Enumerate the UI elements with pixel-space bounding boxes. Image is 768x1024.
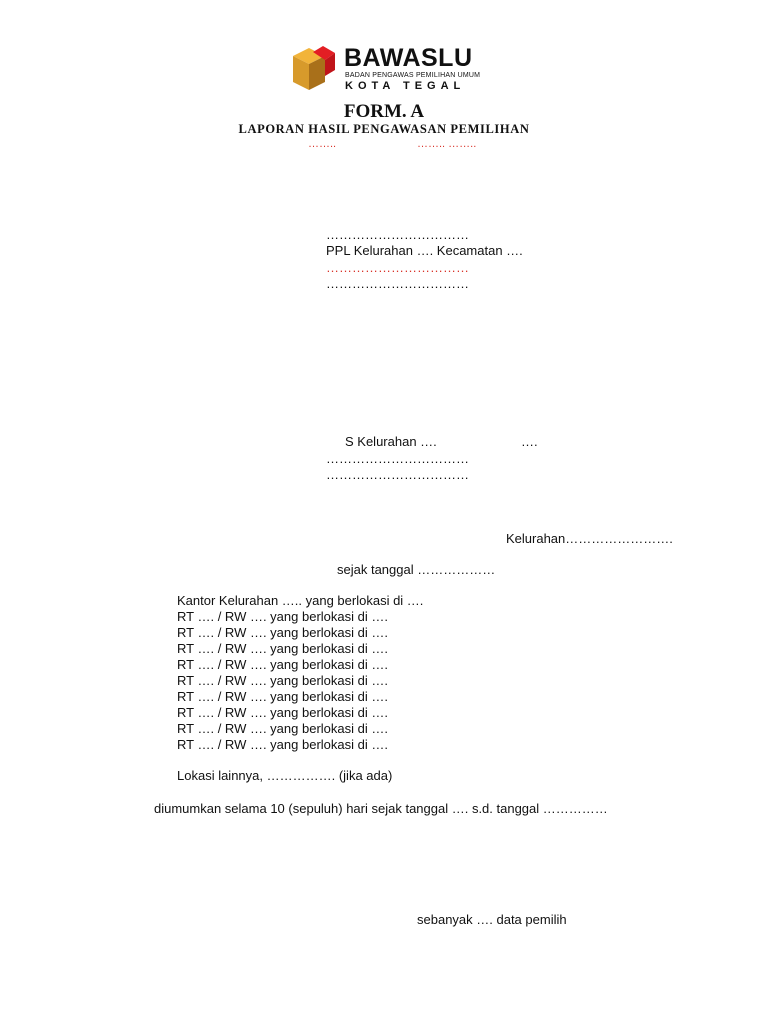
location-line: RT …. / RW …. yang berlokasi di …. bbox=[177, 721, 388, 736]
sender-line-1: S Kelurahan …. bbox=[345, 434, 437, 449]
brand-name: BAWASLU bbox=[344, 44, 473, 72]
sender-line-2: …………………………… bbox=[326, 451, 469, 466]
recipient-line-2: PPL Kelurahan …. Kecamatan …. bbox=[326, 243, 523, 258]
location-line: RT …. / RW …. yang berlokasi di …. bbox=[177, 609, 388, 624]
subtitle-dots-right: …….. …….. bbox=[417, 138, 477, 150]
location-line: RT …. / RW …. yang berlokasi di …. bbox=[177, 705, 388, 720]
lokasi-lainnya-line: Lokasi lainnya, ……………. (jika ada) bbox=[177, 768, 393, 783]
brand-city: KOTA TEGAL bbox=[345, 80, 466, 92]
location-line: RT …. / RW …. yang berlokasi di …. bbox=[177, 689, 388, 704]
sender-line-3: …………………………… bbox=[326, 467, 469, 482]
sebanyak-line: sebanyak …. data pemilih bbox=[417, 912, 567, 927]
location-line: RT …. / RW …. yang berlokasi di …. bbox=[177, 657, 388, 672]
diumumkan-line: diumumkan selama 10 (sepuluh) hari sejak tanggal …. s.d. tanggal …………… bbox=[154, 801, 608, 816]
form-title: FORM. A bbox=[343, 101, 425, 122]
location-line: RT …. / RW …. yang berlokasi di …. bbox=[177, 625, 388, 640]
location-line: RT …. / RW …. yang berlokasi di …. bbox=[177, 641, 388, 656]
recipient-line-4: …………………………… bbox=[326, 276, 469, 291]
location-line: Kantor Kelurahan ….. yang berlokasi di …. bbox=[177, 593, 424, 608]
sender-line-1-right: …. bbox=[521, 434, 538, 449]
sejak-tanggal-line: sejak tanggal ……………… bbox=[337, 562, 496, 577]
location-line: RT …. / RW …. yang berlokasi di …. bbox=[177, 737, 388, 752]
brand-subtitle: BADAN PENGAWAS PEMILIHAN UMUM bbox=[345, 72, 481, 79]
recipient-line-3: …………………………… bbox=[326, 260, 469, 275]
subtitle-dots-left: …….. bbox=[308, 138, 337, 150]
kelurahan-line: Kelurahan……………………. bbox=[506, 531, 673, 546]
form-subtitle: LAPORAN HASIL PENGAWASAN PEMILIHAN bbox=[238, 122, 530, 136]
bawaslu-logo-icon bbox=[291, 44, 339, 94]
recipient-line-1: …………………………… bbox=[326, 227, 469, 242]
location-line: RT …. / RW …. yang berlokasi di …. bbox=[177, 673, 388, 688]
